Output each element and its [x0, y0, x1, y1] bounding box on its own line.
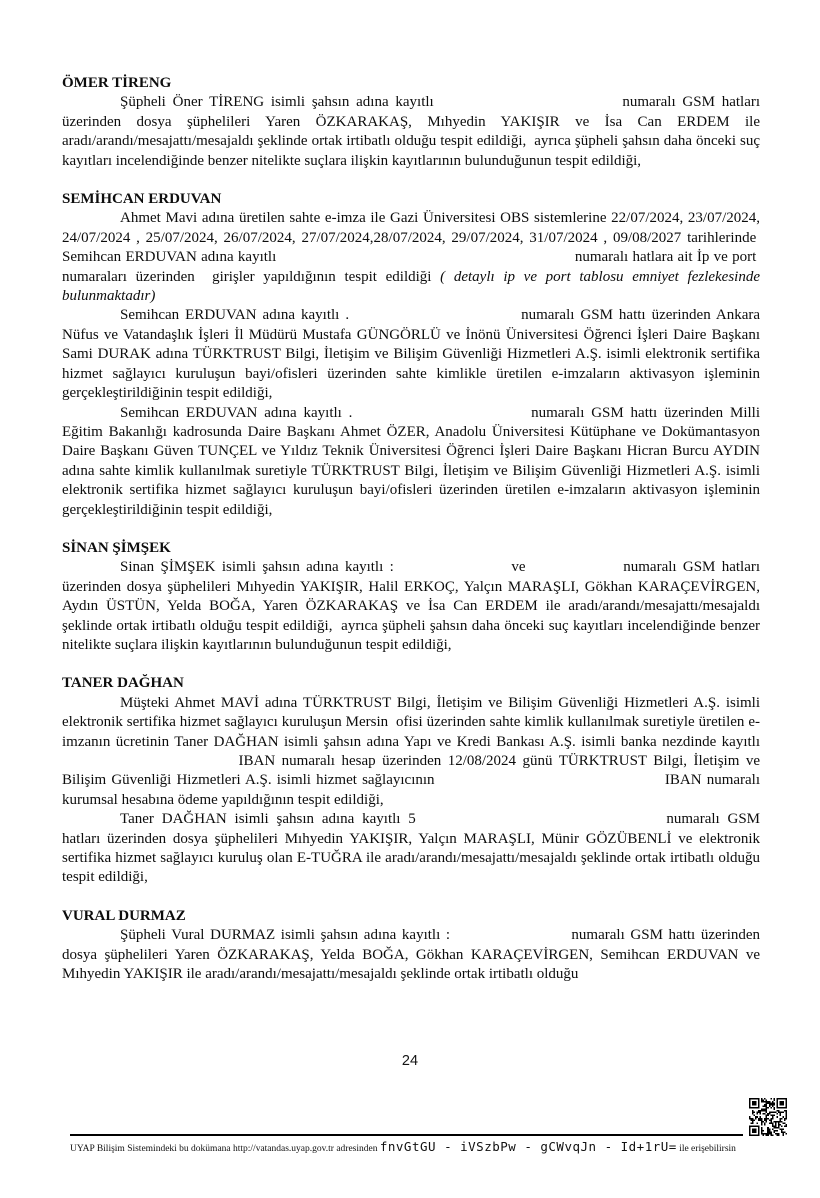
paragraph: [62, 694, 760, 810]
text-run: numaralı GSM hattı üzerinden Ankara Nüfus ve Vatandaşlık İşleri İl Müdürü Mustafa GÜNGÖRLÜ ve İnönü Üniversitesi Öğrenci İşleri Daire Başkanı Sami DURAK adına TÜRKTRUST Bilgi, İletişim ve Bilişim Güvenliği Hizmetleri A.Ş. isimli elektronik sertifika hizmet sağlayıcı kuruluşun bayi/ofisleri üzerinden sahte kimlikle üretilen e-imzaların aktivasyon işleminin gerçekleştirildiğinin tespit edildiği,: [62, 307, 761, 402]
text-run: numaralı hatlara ait İp ve port numaraları üzerinden girişler yapıldığının tespit edildiği: [62, 249, 760, 285]
section-sinan-simsek: [62, 539, 760, 655]
paragraph: [62, 558, 760, 655]
text-run: numaralı GSM hatları üzerinden dosya şüphelileri Mıhyedin YAKIŞIR, Halil ERKOÇ, Yalçın MARAŞLI, Gökhan KARAÇEVİRGEN, Aydın ÜSTÜN, Yelda BOĞA, Yaren ÖZKARAKAŞ ve İsa Can ERDEM ile aradı/arandı/mesajattı/mesajaldı şeklinde ortak irtibatlı olduğu tespit edildiği, ayrıca şüpheli şahsın daha önceki suç kayıtları incelendiğinde benzer nitelikte suçlara ilişkin kayıtlarının bulunduğunun tespit edildiği,: [62, 559, 761, 653]
redacted-area: [441, 104, 616, 106]
text-run: Sinan ŞİMŞEK isimli şahsın adına kayıtlı :: [120, 559, 394, 576]
footer-access-suffix: ile erişebilirsin: [679, 1144, 736, 1154]
paragraph: [62, 810, 760, 888]
section-heading: SEMİHCAN ERDUVAN: [62, 191, 222, 208]
redacted-area: [456, 937, 566, 939]
paragraph: [62, 926, 760, 984]
text-run: Şüpheli Öner TİRENG isimli şahsın adına kayıtlı: [120, 94, 434, 111]
paragraph: [62, 93, 760, 171]
redacted-area: [440, 782, 660, 784]
redacted-area: [424, 821, 659, 823]
redacted-area: [281, 259, 571, 261]
text-run: numaralı GSM hattı üzerinden Milli Eğitim Bakanlığı kadrosunda Daire Başkanı Ahmet ÖZER, Anadolu Üniversitesi Kütüphane ve Dokümantasyon Daire Başkanı Güven TUNÇEL ve Yıldız Teknik Üniversitesi Öğrenci İşleri Daire Başkanı Hicran Burcu AYDIN adına sahte kimlik kullanılmak suretiyle TÜRKTRUST Bilgi, İletişim ve Bilişim Güvenliği Hizmetleri A.Ş. isimli elektronik sertifika hizmet sağlayıcı kuruluşun bayi/ofisleri üzerinden üretilen e-imzaların aktivasyon işleminin gerçekleştirildiğinin tespit edildiği,: [62, 404, 761, 518]
section-vural-durmaz: [62, 907, 760, 985]
section-taner-daghan: [62, 674, 760, 887]
section-heading: VURAL DURMAZ: [62, 907, 186, 924]
qr-code: [749, 1098, 787, 1136]
paragraph: [62, 209, 760, 306]
text-run: ve: [511, 559, 526, 576]
paragraph: [62, 404, 760, 520]
text-run: Müşteki Ahmet MAVİ adına TÜRKTRUST Bilgi, İletişim ve Bilişim Güvenliği Hizmetleri A.Ş. isimli elektronik sertifika hizmet sağlayıcı kuruluşun Mersin ofisi üzerinden sahte kimlik kullanılmak suretiyle üretilen e-imzanın ücretinin Taner DAĞHAN isimli şahsın adına Yapı ve Kredi Bankası A.Ş. isimli banka nezdinde kayıtlı: [62, 694, 760, 750]
redacted-area: [359, 415, 524, 417]
section-heading: ÖMER TİRENG: [62, 75, 172, 91]
text-run: Ahmet Mavi adına üretilen sahte e-imza ile Gazi Üniversitesi OBS sistemlerine 22/07/2024, 23/07/2024, 24/07/2024 , 25/07/2024, 26/07/2024, 27/07/2024,28/07/2024, 29/07/2024, 31/07/2024 , 09/08/2027 tarihlerinde Semihcan ERDUVAN adına kayıtlı: [62, 210, 760, 266]
text-run: Semihcan ERDUVAN adına kayıtlı .: [120, 307, 350, 324]
section-omer-tireng: [62, 74, 760, 171]
page-number: 24: [401, 1053, 419, 1069]
text-run: numaralı GSM hatları üzerinden dosya şüphelileri Yaren ÖZKARAKAŞ, Mıhyedin YAKIŞIR ve İsa Can ERDEM ile aradı/arandı/mesajattı/mesajaldı şeklinde ortak irtibatlı olduğu tespit edildiği, ayrıca şüpheli şahsın daha önceki suç kayıtları incelendiğinde benzer nitelikte suçlara ilişkin kayıtlarının bulunduğunun tespit edildiği,: [62, 94, 761, 169]
redacted-area: [400, 569, 505, 571]
footer: [70, 1134, 743, 1154]
text-run: IBAN numaralı hesap üzerinden 12/08/2024 günü TÜRKTRUST Bilgi, İletişim ve Bilişim Güvenliği Hizmetleri A.Ş. isimli hizmet sağlayıcının: [62, 753, 761, 789]
text-run: numaralı GSM hatları üzerinden dosya şüphelileri Mıhyedin YAKIŞIR, Yalçın MARAŞLI, Münir GÖZÜBENLİ ve elektronik sertifika hizmet sağlayıcı kuruluş olan E-TUĞRA ile aradı/arandı/mesajattı/mesajaldı şeklinde ortak irtibatlı olduğu tespit edildiği,: [62, 811, 761, 886]
text-run: Taner DAĞHAN isimli şahsın adına kayıtlı 5: [120, 811, 416, 828]
text-run: Şüpheli Vural DURMAZ isimli şahsın adına kayıtlı :: [120, 927, 451, 944]
footer-access-text: UYAP Bilişim Sistemindeki bu dokümana http://vatandas.uyap.gov.tr adresinden: [70, 1144, 378, 1154]
footer-verification-code: fnvGtGU - iVSzbPw - gCWvqJn - Id+1rU=: [379, 1139, 677, 1154]
section-semihcan-erduvan: [62, 190, 760, 520]
italic-note: ( detaylı ip ve port tablosu emniyet fezlekesinde bulunmaktadır): [62, 268, 760, 305]
document-body: [62, 74, 760, 984]
redacted-area: [532, 569, 617, 571]
text-run: numaralı GSM hattı üzerinden dosya şüphelileri Yaren ÖZKARAKAŞ, Yelda BOĞA, Gökhan KARAÇEVİRGEN, Semihcan ERDUVAN ve Mıhyedin YAKIŞIR ile aradı/arandı/mesajattı/mesajaldı şeklinde ortak irtibatlı olduğu: [62, 927, 761, 983]
paragraph: [62, 306, 760, 403]
section-heading: SİNAN ŞİMŞEK: [62, 539, 171, 556]
text-run: Semihcan ERDUVAN adına kayıtlı .: [120, 404, 353, 421]
text-run: IBAN numaralı kurumsal hesabına ödeme yapıldığının tespit edildiği,: [62, 772, 761, 808]
section-heading: TANER DAĞHAN: [62, 675, 184, 692]
redacted-area: [62, 763, 232, 765]
redacted-area: [355, 317, 515, 319]
